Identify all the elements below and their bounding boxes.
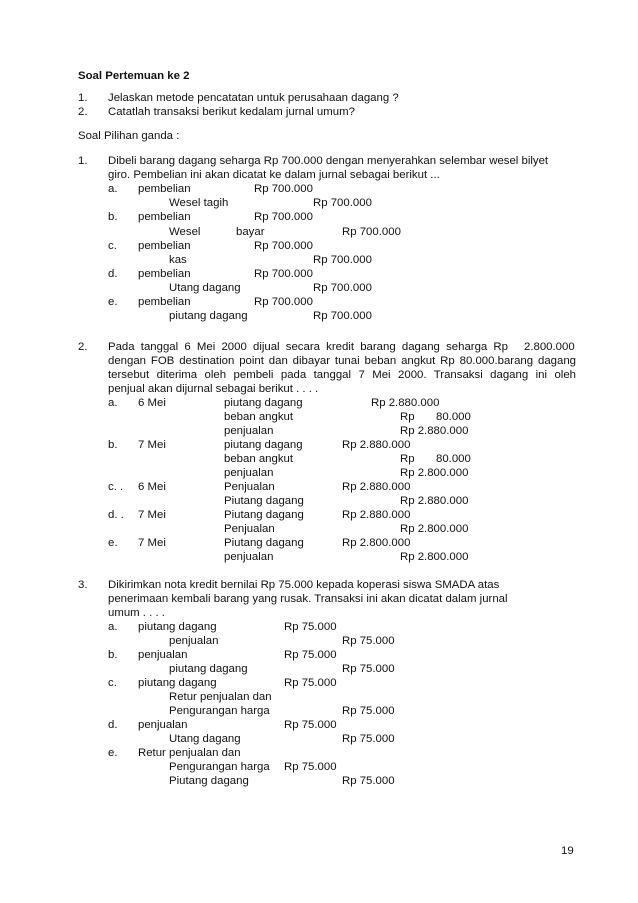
q3-text-line-2: penerimaan kembali barang yang rusak. Transaksi ini akan dicatat dalam jurnal — [108, 593, 508, 605]
q3-option-b-letter: b. — [108, 649, 118, 661]
q2-option-b-credit-2: penjualan — [224, 467, 274, 479]
q1-option-a-letter: a. — [108, 183, 118, 195]
q1-option-b-letter: b. — [108, 211, 118, 223]
q1-option-b-debit-amount: Rp 700.000 — [254, 211, 313, 223]
q3-option-e-debit-line-2: Pengurangan harga — [169, 761, 270, 773]
q2-text-line-1-amount: 2.800.000 — [524, 341, 575, 353]
q2-text-line-4: penjual akan dijurnal sebagai berikut . . . . — [108, 383, 319, 395]
q2-option-b-credit-1: beban angkut — [224, 453, 294, 465]
q3-option-c-credit-line-1: Retur penjualan dan — [169, 691, 272, 703]
q2-option-d-credit: Penjualan — [224, 523, 275, 535]
q2-option-c-date: 6 Mei — [138, 481, 166, 493]
q1-option-a-credit: Wesel tagih — [169, 197, 229, 209]
q2-text-line-1: Pada tanggal 6 Mei 2000 dijual secara kredit barang dagang seharga Rp — [108, 341, 508, 353]
multiple-choice-heading: Soal Pilihan ganda : — [78, 130, 180, 142]
q2-option-e-letter: e. — [108, 537, 118, 549]
q3-option-e-credit-amount: Rp 75.000 — [342, 775, 395, 787]
essay-2-number: 2. — [78, 106, 88, 118]
q2-option-b-debit: piutang dagang — [224, 439, 303, 451]
q2-option-a-date: 6 Mei — [138, 397, 166, 409]
q1-option-d-debit-amount: Rp 700.000 — [254, 268, 313, 280]
q2-option-b-date: 7 Mei — [138, 439, 166, 451]
q2-option-c-debit: Penjualan — [224, 481, 275, 493]
q3-option-e-letter: e. — [108, 747, 118, 759]
q2-option-b-credit-1-amount: 80.000 — [436, 453, 471, 465]
q3-option-e-debit-amount: Rp 75.000 — [284, 761, 337, 773]
q2-option-d-debit: Piutang dagang — [224, 509, 304, 521]
q2-option-b-letter: b. — [108, 439, 118, 451]
q2-option-e-debit: Piutang dagang — [224, 537, 304, 549]
page-number: 19 — [561, 845, 574, 857]
q1-option-b-credit-part-2: bayar — [236, 226, 265, 238]
q1-option-b-credit-part-1: Wesel — [169, 226, 201, 238]
q3-option-c-credit-amount: Rp 75.000 — [342, 705, 395, 717]
q2-option-d-credit-amount: Rp 2.800.000 — [400, 523, 469, 535]
q1-option-c-credit: kas — [169, 254, 187, 266]
q2-option-b-credit-2-amount: Rp 2.800.000 — [400, 467, 469, 479]
q2-option-a-credit-2-amount: Rp 2.880.000 — [400, 425, 469, 437]
q3-option-b-debit-amount: Rp 75.000 — [284, 649, 337, 661]
q1-option-d-debit: pembelian — [138, 268, 191, 280]
q1-option-c-debit-amount: Rp 700.000 — [254, 240, 313, 252]
q3-option-a-debit-amount: Rp 75.000 — [284, 621, 337, 633]
q1-option-b-debit: pembelian — [138, 211, 191, 223]
q2-option-a-debit-amount: Rp 2.880.000 — [371, 397, 440, 409]
q3-option-c-debit-amount: Rp 75.000 — [284, 677, 337, 689]
q1-option-d-credit: Utang dagang — [169, 282, 241, 294]
q1-option-a-credit-amount: Rp 700.000 — [313, 197, 372, 209]
q2-option-e-debit-amount: Rp 2.800.000 — [342, 537, 411, 549]
q3-option-d-credit: Utang dagang — [169, 733, 241, 745]
essay-1-number: 1. — [78, 92, 88, 104]
essay-1-text: Jelaskan metode pencatatan untuk perusahaan dagang ? — [108, 92, 399, 104]
q3-option-d-debit-amount: Rp 75.000 — [284, 719, 337, 731]
q3-option-e-credit: Piutang dagang — [169, 775, 249, 787]
q1-option-b-credit-amount: Rp 700.000 — [342, 226, 401, 238]
q2-option-b-debit-amount: Rp 2.880.000 — [342, 439, 411, 451]
q1-option-d-credit-amount: Rp 700.000 — [313, 282, 372, 294]
q1-option-d-letter: d. — [108, 268, 118, 280]
q1-text-line-2: giro. Pembelian ini akan dicatat ke dalam jurnal sebagai berikut ... — [108, 169, 440, 181]
q3-text-line-3: umum . . . . — [108, 607, 165, 619]
q3-option-d-credit-amount: Rp 75.000 — [342, 733, 395, 745]
q3-option-a-credit: penjualan — [169, 635, 219, 647]
page-title: Soal Pertemuan ke 2 — [78, 70, 190, 82]
q3-option-d-letter: d. — [108, 719, 118, 731]
q2-option-e-credit: penjualan — [224, 551, 274, 563]
q1-option-e-debit-amount: Rp 700.000 — [254, 296, 313, 308]
q2-option-a-credit-1: beban angkut — [224, 411, 294, 423]
q1-option-c-letter: c. — [108, 240, 117, 252]
q3-option-a-debit: piutang dagang — [138, 621, 217, 633]
q1-option-c-debit: pembelian — [138, 240, 191, 252]
q1-option-a-debit: pembelian — [138, 183, 191, 195]
q3-option-b-credit-amount: Rp 75.000 — [342, 663, 395, 675]
q1-option-e-letter: e. — [108, 296, 118, 308]
q2-number: 2. — [78, 341, 88, 353]
q3-option-e-debit-line-1: Retur penjualan dan — [138, 747, 241, 759]
q2-option-d-date: 7 Mei — [138, 509, 166, 521]
q1-option-e-credit-amount: Rp 700.000 — [313, 310, 372, 322]
q3-option-c-credit-line-2: Pengurangan harga — [169, 705, 270, 717]
q3-text-line-1: Dikirimkan nota kredit bernilai Rp 75.000 kepada koperasi siswa SMADA atas — [108, 579, 500, 591]
q3-option-b-debit: penjualan — [138, 649, 188, 661]
q2-option-b-credit-1-rp: Rp — [400, 453, 415, 465]
q1-option-e-credit: piutang dagang — [169, 310, 248, 322]
q2-option-e-credit-amount: Rp 2.800.000 — [400, 551, 469, 563]
q2-text-line-3: tersebut diterima oleh pembeli pada tanggal 7 Mei 2000. Transaksi dagang ini oleh — [108, 369, 576, 381]
q1-text-line-1: Dibeli barang dagang seharga Rp 700.000 dengan menyerahkan selembar wesel bilyet — [108, 155, 549, 167]
q2-option-c-debit-amount: Rp 2.880.000 — [342, 481, 411, 493]
q2-option-a-credit-1-rp: Rp — [400, 411, 415, 423]
q1-option-a-debit-amount: Rp 700.000 — [254, 183, 313, 195]
q2-option-a-credit-2: penjualan — [224, 425, 274, 437]
q3-option-a-letter: a. — [108, 621, 118, 633]
q1-option-e-debit: pembelian — [138, 296, 191, 308]
q2-option-c-credit-amount: Rp 2.880.000 — [400, 495, 469, 507]
q3-option-b-credit: piutang dagang — [169, 663, 248, 675]
q2-option-d-debit-amount: Rp 2.880.000 — [342, 509, 411, 521]
q2-option-a-debit: piutang dagang — [224, 397, 303, 409]
q3-option-a-credit-amount: Rp 75.000 — [342, 635, 395, 647]
q2-option-a-credit-1-amount: 80.000 — [436, 411, 471, 423]
q2-option-a-letter: a. — [108, 397, 118, 409]
q1-number: 1. — [78, 155, 88, 167]
q2-option-d-letter: d. . — [108, 509, 124, 521]
q3-option-c-debit: piutang dagang — [138, 677, 217, 689]
q3-number: 3. — [78, 579, 88, 591]
essay-2-text: Catatlah transaksi berikut kedalam jurnal umum? — [108, 106, 355, 118]
q2-option-c-credit: Piutang dagang — [224, 495, 304, 507]
q1-option-c-credit-amount: Rp 700.000 — [313, 254, 372, 266]
q3-option-d-debit: penjualan — [138, 719, 188, 731]
q2-option-c-letter: c. . — [108, 481, 124, 493]
q3-option-c-letter: c. — [108, 677, 117, 689]
q2-option-e-date: 7 Mei — [138, 537, 166, 549]
q2-text-line-2: dengan FOB destination point dan dibayar tunai beban angkut Rp 80.000.barang dagang — [108, 355, 576, 367]
